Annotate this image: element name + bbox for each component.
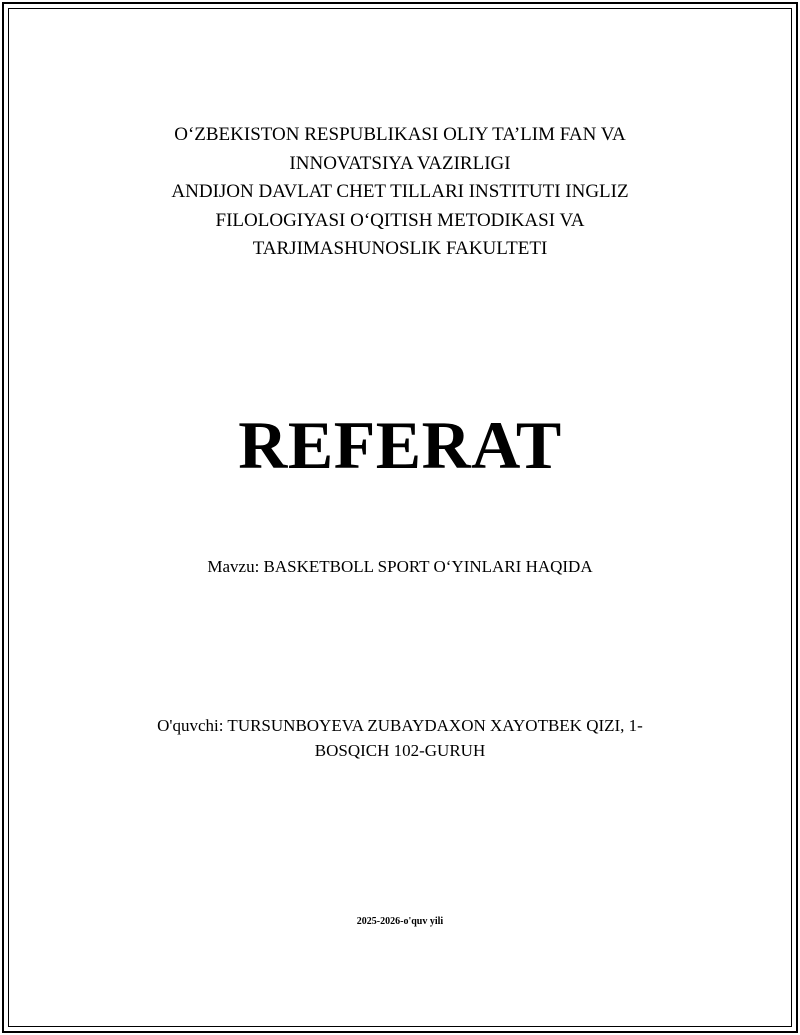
institution-line: INNOVATSIYA VAZIRLIGI <box>289 152 511 174</box>
document-title: REFERAT <box>238 407 562 483</box>
institution-line: FILOLOGIYASI O‘QITISH METODIKASI VA <box>215 209 585 231</box>
student-line: O'quvchi: TURSUNBOYEVA ZUBAYDAXON XAYOTBEK QIZI, 1- <box>157 716 643 735</box>
institution-line: O‘ZBEKISTON RESPUBLIKASI OLIY TA’LIM FAN VA <box>174 124 626 145</box>
institution-header <box>0 121 800 264</box>
institution-line: TARJIMASHUNOSLIK FAKULTETI <box>252 238 548 259</box>
academic-year: 2025-2026-o'quv yili <box>356 916 444 927</box>
student-line: BOSQICH 102-GURUH <box>314 741 486 760</box>
student-info <box>0 713 800 763</box>
topic-line: Mavzu: BASKETBOLL SPORT O‘YINLARI HAQIDA <box>207 557 593 576</box>
institution-line: ANDIJON DAVLAT CHET TILLARI INSTITUTI INGLIZ <box>171 181 629 202</box>
